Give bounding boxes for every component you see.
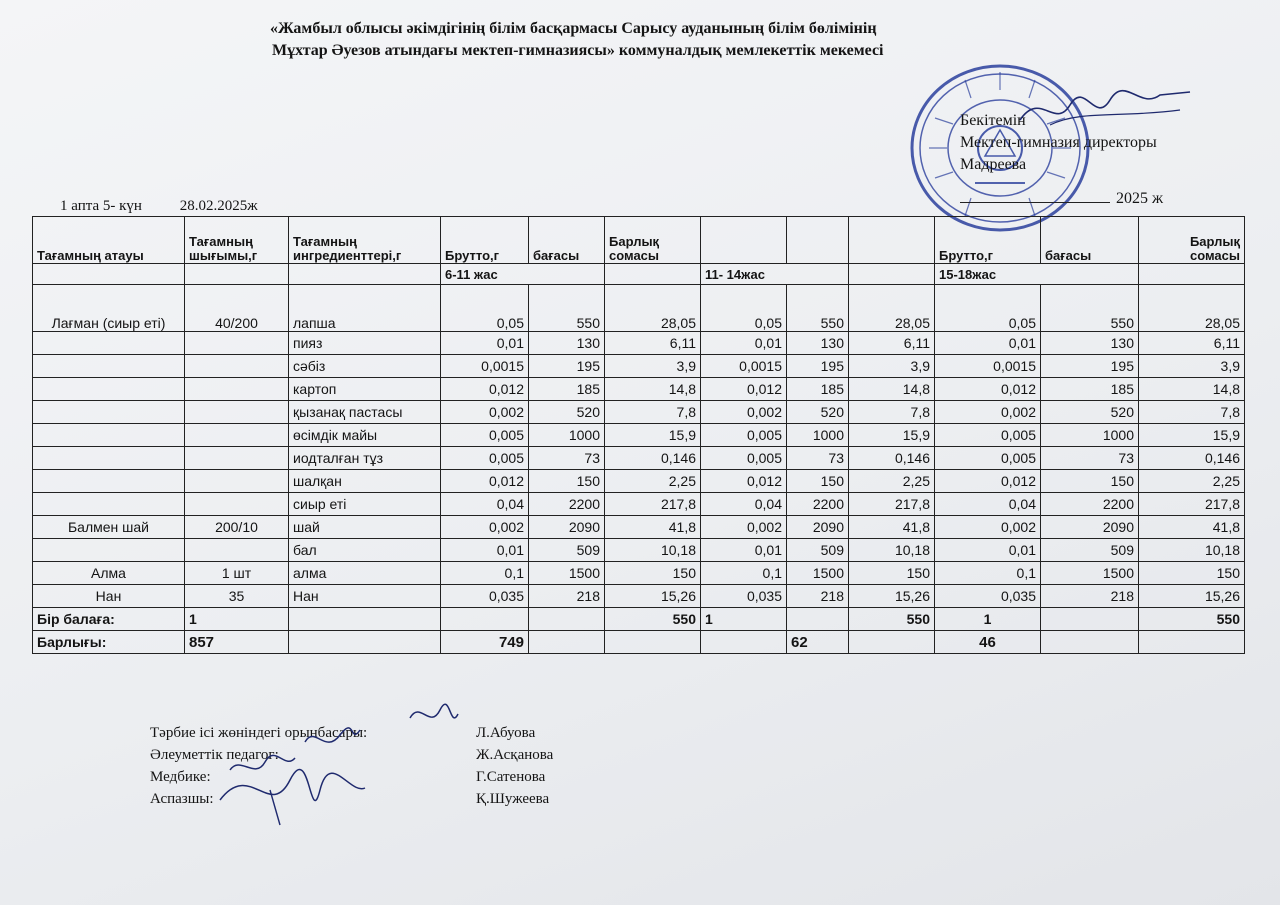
yield-cell: 1 шт: [185, 562, 289, 585]
ingredient-cell: иодталған тұз: [289, 447, 441, 470]
date-blank-line: [960, 202, 1110, 203]
approval-year: 2025 ж: [1116, 190, 1164, 207]
brutto-cell: 0,005: [441, 447, 529, 470]
age-group-3: 15-18жас: [935, 264, 1139, 285]
price-cell: 1000: [529, 424, 605, 447]
price-cell: 73: [1041, 447, 1139, 470]
price-cell: 218: [529, 585, 605, 608]
price-cell: 130: [529, 332, 605, 355]
total-cell: 3,9: [1139, 355, 1245, 378]
total-cell: 41,8: [1139, 516, 1245, 539]
price-cell: 1500: [1041, 562, 1139, 585]
table-row: [33, 424, 1245, 447]
week-day: 1 апта 5- күн: [60, 198, 142, 214]
signature-role: Аспазшы:: [150, 791, 214, 807]
dish-name-cell: [33, 470, 185, 493]
total-cell: 150: [605, 562, 701, 585]
price-cell: 2090: [787, 516, 849, 539]
total-cell: 217,8: [849, 493, 935, 516]
price-cell: 520: [1041, 401, 1139, 424]
total-cell: 3,9: [605, 355, 701, 378]
empty-cell: [529, 631, 605, 654]
total-cell: 15,9: [849, 424, 935, 447]
totals-label: Барлығы:: [33, 631, 185, 654]
price-cell: 1500: [529, 562, 605, 585]
brutto-cell: 0,035: [441, 585, 529, 608]
total-cell: 14,8: [849, 378, 935, 401]
header-empty: [787, 217, 849, 264]
total-cell: 41,8: [849, 516, 935, 539]
table-row: [33, 378, 1245, 401]
dish-name-cell: [33, 447, 185, 470]
signature-name: Г.Сатенова: [476, 769, 546, 785]
total-cell: 28,05: [605, 285, 701, 332]
dish-name-cell: [33, 424, 185, 447]
total-cell: 150: [849, 562, 935, 585]
per-child-count-2: 1: [701, 608, 787, 631]
brutto-cell: 0,1: [935, 562, 1041, 585]
brutto-cell: 0,012: [701, 378, 787, 401]
header-total-1: Барлық сомасы: [605, 217, 701, 264]
yield-cell: [185, 424, 289, 447]
approval-line-3: Мадреева: [960, 156, 1027, 173]
brutto-cell: 0,01: [441, 539, 529, 562]
approval-line-1: Бекітемін: [960, 112, 1026, 129]
table-row: [33, 332, 1245, 355]
price-cell: 520: [787, 401, 849, 424]
table-row: [33, 585, 1245, 608]
dish-name-cell: [33, 401, 185, 424]
brutto-cell: 0,002: [441, 516, 529, 539]
header-ingredients: Тағамның ингредиенттері,г: [289, 217, 441, 264]
per-child-count-3: 1: [935, 608, 1041, 631]
per-child-group-2: 550: [849, 608, 935, 631]
total-cell: 150: [1139, 562, 1245, 585]
brutto-cell: 0,012: [441, 378, 529, 401]
ingredient-cell: пияз: [289, 332, 441, 355]
signature-name: Ж.Асқанова: [476, 747, 554, 763]
total-cell: 10,18: [849, 539, 935, 562]
age-group-1: 6-11 жас: [441, 264, 605, 285]
price-cell: 73: [787, 447, 849, 470]
price-cell: 550: [787, 285, 849, 332]
brutto-cell: 0,002: [701, 401, 787, 424]
table-row: [33, 401, 1245, 424]
price-cell: 218: [1041, 585, 1139, 608]
dish-name-cell: Алма: [33, 562, 185, 585]
price-cell: 185: [529, 378, 605, 401]
brutto-cell: 0,01: [701, 539, 787, 562]
total-cell: 28,05: [1139, 285, 1245, 332]
total-cell: 217,8: [605, 493, 701, 516]
total-cell: 10,18: [1139, 539, 1245, 562]
brutto-cell: 0,005: [935, 424, 1041, 447]
age-group-row: [33, 264, 1245, 285]
header-line-1: «Жамбыл облысы әкімдігінің білім басқармасы Сарысу ауданының білім бөлімінің: [270, 20, 877, 37]
total-cell: 28,05: [849, 285, 935, 332]
total-cell: 2,25: [849, 470, 935, 493]
per-child-row: [33, 608, 1245, 631]
total-cell: 2,25: [605, 470, 701, 493]
per-child-group-3: 550: [1139, 608, 1245, 631]
empty-cell: [787, 608, 849, 631]
menu-meta: [60, 198, 292, 215]
brutto-cell: 0,01: [935, 332, 1041, 355]
total-cell: 7,8: [849, 401, 935, 424]
price-cell: 2090: [529, 516, 605, 539]
total-cell: 15,9: [605, 424, 701, 447]
total-cell: 7,8: [605, 401, 701, 424]
total-cell: 6,11: [849, 332, 935, 355]
header-empty: [849, 217, 935, 264]
dish-name-cell: [33, 332, 185, 355]
per-child-group-1: 550: [605, 608, 701, 631]
yield-cell: 35: [185, 585, 289, 608]
table-row: [33, 470, 1245, 493]
price-cell: 130: [787, 332, 849, 355]
brutto-cell: 0,05: [935, 285, 1041, 332]
yield-cell: [185, 470, 289, 493]
brutto-cell: 0,0015: [701, 355, 787, 378]
total-cell: 0,146: [1139, 447, 1245, 470]
total-cell: 0,146: [605, 447, 701, 470]
approval-line-2: Мектеп-гимназия директоры: [960, 134, 1157, 151]
ingredient-cell: бал: [289, 539, 441, 562]
price-cell: 550: [529, 285, 605, 332]
header-total-3: Барлық сомасы: [1139, 217, 1245, 264]
brutto-cell: 0,005: [701, 424, 787, 447]
brutto-cell: 0,002: [701, 516, 787, 539]
table-row: [33, 562, 1245, 585]
brutto-cell: 0,01: [441, 332, 529, 355]
brutto-cell: 0,04: [935, 493, 1041, 516]
brutto-cell: 0,1: [441, 562, 529, 585]
price-cell: 2200: [1041, 493, 1139, 516]
price-cell: 150: [787, 470, 849, 493]
brutto-cell: 0,04: [701, 493, 787, 516]
brutto-cell: 0,035: [701, 585, 787, 608]
price-cell: 550: [1041, 285, 1139, 332]
price-cell: 195: [529, 355, 605, 378]
total-cell: 15,26: [849, 585, 935, 608]
ingredient-cell: сәбіз: [289, 355, 441, 378]
ingredient-cell: шай: [289, 516, 441, 539]
header-yield: Тағамның шығымы,г: [185, 217, 289, 264]
per-child-count: 1: [185, 608, 289, 631]
header-name: Тағамның атауы: [33, 217, 185, 264]
dish-name-cell: Лағман (сиыр еті): [33, 285, 185, 332]
ingredient-cell: лапша: [289, 285, 441, 332]
brutto-cell: 0,012: [441, 470, 529, 493]
yield-cell: 40/200: [185, 285, 289, 332]
brutto-cell: 0,04: [441, 493, 529, 516]
price-cell: 509: [787, 539, 849, 562]
signature-name: Қ.Шужеева: [476, 791, 550, 807]
yield-cell: [185, 493, 289, 516]
empty-cell: [701, 631, 787, 654]
totals-d: 46: [935, 631, 1041, 654]
empty-cell: [289, 608, 441, 631]
brutto-cell: 0,002: [935, 516, 1041, 539]
yield-cell: [185, 539, 289, 562]
signature-role: Әлеуметтік педагог:: [150, 747, 279, 763]
brutto-cell: 0,01: [935, 539, 1041, 562]
table-row: [33, 516, 1245, 539]
ingredient-cell: алма: [289, 562, 441, 585]
table-row: [33, 493, 1245, 516]
ingredient-cell: сиыр еті: [289, 493, 441, 516]
brutto-cell: 0,1: [701, 562, 787, 585]
totals-a: 857: [185, 631, 289, 654]
total-cell: 6,11: [1139, 332, 1245, 355]
total-cell: 3,9: [849, 355, 935, 378]
dish-name-cell: [33, 378, 185, 401]
per-child-label: Бір балаға:: [33, 608, 185, 631]
total-cell: 41,8: [605, 516, 701, 539]
price-cell: 195: [787, 355, 849, 378]
price-cell: 520: [529, 401, 605, 424]
totals-c: 62: [787, 631, 849, 654]
price-cell: 130: [1041, 332, 1139, 355]
brutto-cell: 0,05: [441, 285, 529, 332]
brutto-cell: 0,012: [935, 470, 1041, 493]
price-cell: 1000: [787, 424, 849, 447]
price-cell: 218: [787, 585, 849, 608]
brutto-cell: 0,035: [935, 585, 1041, 608]
age-group-2: 11- 14жас: [701, 264, 849, 285]
brutto-cell: 0,012: [935, 378, 1041, 401]
total-cell: 2,25: [1139, 470, 1245, 493]
price-cell: 2200: [787, 493, 849, 516]
price-cell: 1500: [787, 562, 849, 585]
ingredient-cell: шалқан: [289, 470, 441, 493]
signature-role: Тәрбие ісі жөніндегі орынбасары:: [150, 725, 368, 741]
price-cell: 150: [1041, 470, 1139, 493]
header-line-2: Мұхтар Әуезов атындағы мектеп-гимназиясы» коммуналдық мемлекеттік мекемесі: [272, 42, 884, 59]
handwritten-signatures-icon: [200, 700, 460, 840]
empty-cell: [1139, 631, 1245, 654]
price-cell: 2090: [1041, 516, 1139, 539]
ingredient-cell: қызанақ пастасы: [289, 401, 441, 424]
yield-cell: [185, 355, 289, 378]
empty-cell: [1041, 608, 1139, 631]
totals-b: 749: [441, 631, 529, 654]
price-cell: 1000: [1041, 424, 1139, 447]
brutto-cell: 0,002: [935, 401, 1041, 424]
yield-cell: [185, 447, 289, 470]
brutto-cell: 0,0015: [441, 355, 529, 378]
table-row: [33, 447, 1245, 470]
header-price-1: бағасы: [529, 217, 605, 264]
menu-date: 28.02.2025ж: [179, 198, 258, 214]
header-brutto-3: Брутто,г: [935, 217, 1041, 264]
dish-name-cell: [33, 493, 185, 516]
total-cell: 15,26: [605, 585, 701, 608]
menu-table: [32, 216, 1245, 654]
price-cell: 185: [1041, 378, 1139, 401]
empty-cell: [441, 608, 529, 631]
yield-cell: [185, 378, 289, 401]
total-cell: 217,8: [1139, 493, 1245, 516]
yield-cell: [185, 332, 289, 355]
yield-cell: 200/10: [185, 516, 289, 539]
total-cell: 6,11: [605, 332, 701, 355]
price-cell: 509: [529, 539, 605, 562]
ingredient-cell: өсімдік майы: [289, 424, 441, 447]
table-header-row: [33, 217, 1245, 264]
empty-cell: [289, 631, 441, 654]
price-cell: 150: [529, 470, 605, 493]
empty-cell: [529, 608, 605, 631]
total-cell: 15,9: [1139, 424, 1245, 447]
total-cell: 15,26: [1139, 585, 1245, 608]
brutto-cell: 0,002: [441, 401, 529, 424]
brutto-cell: 0,005: [701, 447, 787, 470]
total-cell: 10,18: [605, 539, 701, 562]
empty-cell: [849, 631, 935, 654]
header-empty: [701, 217, 787, 264]
brutto-cell: 0,01: [701, 332, 787, 355]
price-cell: 195: [1041, 355, 1139, 378]
table-row: [33, 355, 1245, 378]
dish-name-cell: Балмен шай: [33, 516, 185, 539]
approval-block: [960, 110, 1164, 207]
brutto-cell: 0,005: [935, 447, 1041, 470]
ingredient-cell: Нан: [289, 585, 441, 608]
totals-row: [33, 631, 1245, 654]
total-cell: 14,8: [605, 378, 701, 401]
total-cell: 7,8: [1139, 401, 1245, 424]
signature-role: Медбике:: [150, 769, 211, 785]
header-brutto-1: Брутто,г: [441, 217, 529, 264]
empty-cell: [1041, 631, 1139, 654]
empty-cell: [605, 631, 701, 654]
brutto-cell: 0,005: [441, 424, 529, 447]
brutto-cell: 0,012: [701, 470, 787, 493]
dish-name-cell: [33, 539, 185, 562]
signature-name: Л.Абуова: [476, 725, 536, 741]
table-row: [33, 285, 1245, 332]
dish-name-cell: [33, 355, 185, 378]
price-cell: 2200: [529, 493, 605, 516]
yield-cell: [185, 401, 289, 424]
table-row: [33, 539, 1245, 562]
approval-date: [960, 188, 1200, 210]
total-cell: 14,8: [1139, 378, 1245, 401]
price-cell: 185: [787, 378, 849, 401]
ingredient-cell: картоп: [289, 378, 441, 401]
header-price-3: бағасы: [1041, 217, 1139, 264]
price-cell: 73: [529, 447, 605, 470]
brutto-cell: 0,05: [701, 285, 787, 332]
total-cell: 0,146: [849, 447, 935, 470]
dish-name-cell: Нан: [33, 585, 185, 608]
price-cell: 509: [1041, 539, 1139, 562]
brutto-cell: 0,0015: [935, 355, 1041, 378]
